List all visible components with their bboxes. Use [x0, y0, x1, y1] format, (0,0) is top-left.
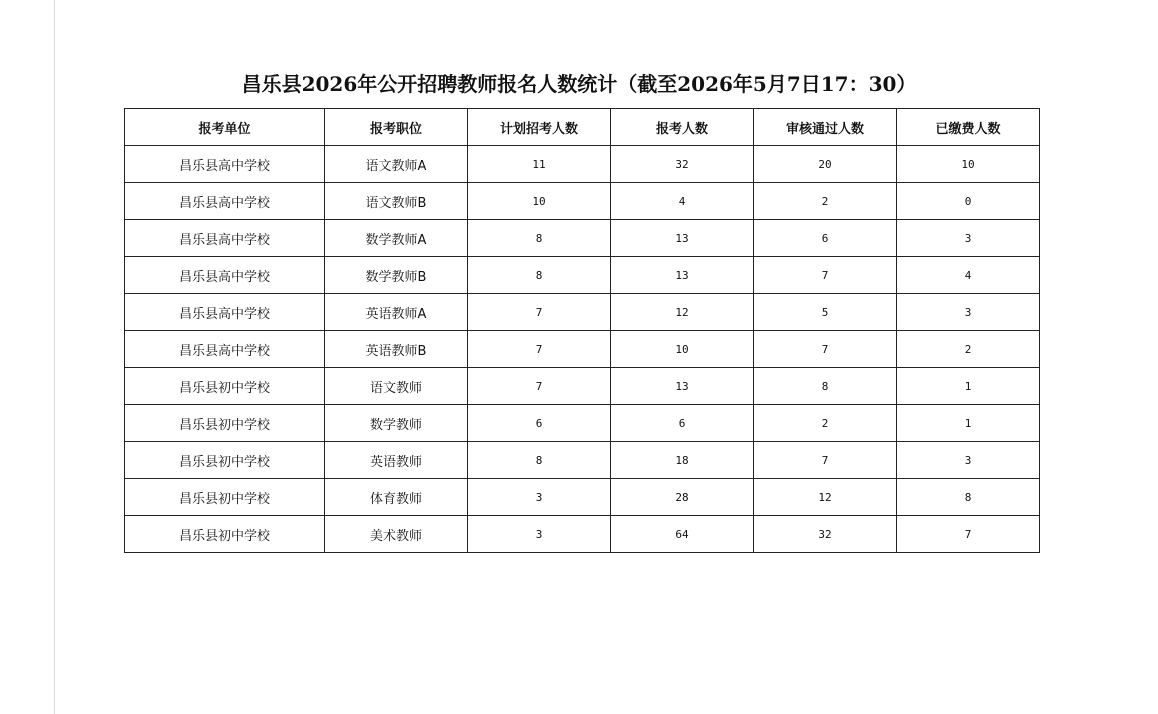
table-row — [125, 183, 1040, 220]
header-approved: 审核通过人数 — [754, 109, 897, 146]
table-row — [125, 368, 1040, 405]
cell-planned-count: 7 — [468, 331, 611, 368]
table-row — [125, 220, 1040, 257]
cell-unit: 昌乐县高中学校 — [125, 220, 325, 257]
cell-planned-count: 7 — [468, 368, 611, 405]
cell-paid: 0 — [897, 183, 1040, 220]
cell-planned-count: 3 — [468, 479, 611, 516]
table-body — [125, 146, 1040, 553]
cell-planned-count: 11 — [468, 146, 611, 183]
cell-approved: 2 — [754, 183, 897, 220]
cell-position: 数学教师B — [325, 257, 468, 294]
cell-position: 英语教师B — [325, 331, 468, 368]
table-row — [125, 516, 1040, 553]
cell-approved: 5 — [754, 294, 897, 331]
cell-paid: 4 — [897, 257, 1040, 294]
cell-paid: 3 — [897, 442, 1040, 479]
table-row — [125, 294, 1040, 331]
cell-unit: 昌乐县高中学校 — [125, 146, 325, 183]
table-row — [125, 405, 1040, 442]
cell-applicants: 12 — [611, 294, 754, 331]
cell-paid: 1 — [897, 405, 1040, 442]
cell-paid: 7 — [897, 516, 1040, 553]
cell-approved: 7 — [754, 257, 897, 294]
cell-approved: 12 — [754, 479, 897, 516]
cell-paid: 1 — [897, 368, 1040, 405]
cell-unit: 昌乐县初中学校 — [125, 479, 325, 516]
cell-unit: 昌乐县初中学校 — [125, 405, 325, 442]
header-position: 报考职位 — [325, 109, 468, 146]
cell-applicants: 13 — [611, 368, 754, 405]
cell-applicants: 32 — [611, 146, 754, 183]
cell-position: 体育教师 — [325, 479, 468, 516]
cell-applicants: 6 — [611, 405, 754, 442]
cell-applicants: 13 — [611, 257, 754, 294]
document-title: 昌乐县2026年公开招聘教师报名人数统计（截至2026年5月7日17：30） — [241, 72, 917, 96]
cell-applicants: 28 — [611, 479, 754, 516]
cell-paid: 3 — [897, 294, 1040, 331]
cell-position: 英语教师A — [325, 294, 468, 331]
cell-paid: 10 — [897, 146, 1040, 183]
cell-position: 美术教师 — [325, 516, 468, 553]
page-left-edge-divider — [54, 0, 55, 714]
cell-applicants: 18 — [611, 442, 754, 479]
cell-applicants: 4 — [611, 183, 754, 220]
cell-approved: 8 — [754, 368, 897, 405]
cell-unit: 昌乐县高中学校 — [125, 183, 325, 220]
cell-unit: 昌乐县高中学校 — [125, 257, 325, 294]
header-applicants: 报考人数 — [611, 109, 754, 146]
cell-unit: 昌乐县高中学校 — [125, 294, 325, 331]
cell-applicants: 13 — [611, 220, 754, 257]
table-row — [125, 146, 1040, 183]
cell-planned-count: 8 — [468, 257, 611, 294]
table-row — [125, 257, 1040, 294]
cell-approved: 32 — [754, 516, 897, 553]
table-row — [125, 479, 1040, 516]
cell-approved: 7 — [754, 331, 897, 368]
cell-approved: 6 — [754, 220, 897, 257]
cell-planned-count: 8 — [468, 220, 611, 257]
cell-unit: 昌乐县初中学校 — [125, 368, 325, 405]
cell-applicants: 64 — [611, 516, 754, 553]
cell-position: 数学教师 — [325, 405, 468, 442]
cell-unit: 昌乐县初中学校 — [125, 516, 325, 553]
cell-approved: 20 — [754, 146, 897, 183]
cell-unit: 昌乐县初中学校 — [125, 442, 325, 479]
cell-position: 语文教师 — [325, 368, 468, 405]
table-header-row — [125, 109, 1040, 146]
cell-position: 语文教师B — [325, 183, 468, 220]
cell-position: 英语教师 — [325, 442, 468, 479]
header-unit: 报考单位 — [125, 109, 325, 146]
cell-applicants: 10 — [611, 331, 754, 368]
cell-planned-count: 6 — [468, 405, 611, 442]
cell-position: 语文教师A — [325, 146, 468, 183]
cell-position: 数学教师A — [325, 220, 468, 257]
cell-paid: 2 — [897, 331, 1040, 368]
cell-unit: 昌乐县高中学校 — [125, 331, 325, 368]
header-planned-count: 计划招考人数 — [468, 109, 611, 146]
table-row — [125, 331, 1040, 368]
cell-planned-count: 8 — [468, 442, 611, 479]
cell-approved: 7 — [754, 442, 897, 479]
cell-paid: 3 — [897, 220, 1040, 257]
table-row — [125, 442, 1040, 479]
registration-stats-table — [124, 108, 1040, 553]
header-paid: 已缴费人数 — [897, 109, 1040, 146]
cell-planned-count: 10 — [468, 183, 611, 220]
cell-planned-count: 7 — [468, 294, 611, 331]
cell-approved: 2 — [754, 405, 897, 442]
cell-planned-count: 3 — [468, 516, 611, 553]
cell-paid: 8 — [897, 479, 1040, 516]
